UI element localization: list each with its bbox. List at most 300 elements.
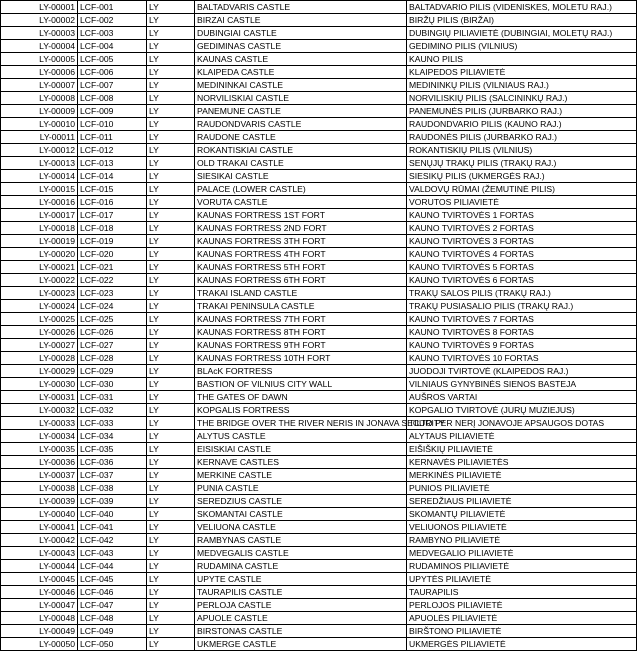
- table-row: [1, 482, 637, 495]
- country-cell[interactable]: LY: [147, 482, 195, 495]
- code-cell[interactable]: LCF-023: [78, 287, 147, 300]
- lithuanian-name-cell[interactable]: TRAKŲ SALOS PILIS (TRAKŲ RAJ.): [407, 287, 637, 300]
- table-row: [1, 261, 637, 274]
- record-id-cell[interactable]: LY-00033: [1, 417, 78, 430]
- english-name-cell[interactable]: PALACE (LOWER CASTLE): [195, 183, 407, 196]
- english-name-cell[interactable]: TAURAPILIS CASTLE: [195, 586, 407, 599]
- country-cell[interactable]: LY: [147, 586, 195, 599]
- country-cell[interactable]: LY: [147, 547, 195, 560]
- country-cell[interactable]: LY: [147, 599, 195, 612]
- code-cell[interactable]: LCF-030: [78, 378, 147, 391]
- code-cell[interactable]: LCF-032: [78, 404, 147, 417]
- english-name-cell[interactable]: VORUTA CASTLE: [195, 196, 407, 209]
- country-cell[interactable]: LY: [147, 508, 195, 521]
- record-id-cell[interactable]: LY-00011: [1, 131, 78, 144]
- lithuanian-name-cell[interactable]: MEDININKŲ PILIS (VILNIAUS RAJ.): [407, 79, 637, 92]
- country-cell[interactable]: LY: [147, 430, 195, 443]
- table-row: [1, 534, 637, 547]
- english-name-cell[interactable]: MEDININKAI CASTLE: [195, 79, 407, 92]
- code-cell[interactable]: LCF-042: [78, 534, 147, 547]
- code-cell[interactable]: LCF-046: [78, 586, 147, 599]
- lithuanian-name-cell[interactable]: SEREDŽIAUS PILIAVIETĖ: [407, 495, 637, 508]
- table-row: [1, 287, 637, 300]
- table-row: [1, 183, 637, 196]
- record-id-cell[interactable]: LY-00027: [1, 339, 78, 352]
- code-cell[interactable]: LCF-009: [78, 105, 147, 118]
- record-id-cell[interactable]: LY-00006: [1, 66, 78, 79]
- country-cell[interactable]: LY: [147, 40, 195, 53]
- english-name-cell[interactable]: PANEMUNE CASTLE: [195, 105, 407, 118]
- country-cell[interactable]: LY: [147, 157, 195, 170]
- lithuanian-name-cell[interactable]: RAUDONDVARIO PILIS (KAUNO RAJ.): [407, 118, 637, 131]
- record-id-cell[interactable]: LY-00001: [1, 1, 78, 14]
- code-cell[interactable]: LCF-036: [78, 456, 147, 469]
- record-id-cell[interactable]: LY-00017: [1, 209, 78, 222]
- english-name-cell[interactable]: KOPGALIS FORTRESS: [195, 404, 407, 417]
- lithuanian-name-cell[interactable]: ROKANTISKIŲ PILIS (VILNIUS): [407, 144, 637, 157]
- table-row: [1, 612, 637, 625]
- table-row: [1, 209, 637, 222]
- lithuanian-name-cell[interactable]: UPYTĖS PILIAVIETĖ: [407, 573, 637, 586]
- lithuanian-name-cell[interactable]: KAUNO TVIRTOVĖS 9 FORTAS: [407, 339, 637, 352]
- code-cell[interactable]: LCF-028: [78, 352, 147, 365]
- lithuanian-name-cell[interactable]: TRAKŲ PUSIASALIO PILIS (TRAKŲ RAJ.): [407, 300, 637, 313]
- country-cell[interactable]: LY: [147, 14, 195, 27]
- table-row: [1, 222, 637, 235]
- english-name-cell[interactable]: SIESIKAI CASTLE: [195, 170, 407, 183]
- record-id-cell[interactable]: LY-00030: [1, 378, 78, 391]
- lithuanian-name-cell[interactable]: MERKINĖS PILIAVIETĖ: [407, 469, 637, 482]
- code-cell[interactable]: LCF-022: [78, 274, 147, 287]
- code-cell[interactable]: LCF-020: [78, 248, 147, 261]
- table-row: [1, 1, 637, 14]
- country-cell[interactable]: LY: [147, 612, 195, 625]
- lithuanian-name-cell[interactable]: RAUDONĖS PILIS (JURBARKO RAJ.): [407, 131, 637, 144]
- english-name-cell[interactable]: KLAIPEDA CASTLE: [195, 66, 407, 79]
- code-cell[interactable]: LCF-048: [78, 612, 147, 625]
- lithuanian-name-cell[interactable]: ALYTAUS PILIAVIETĖ: [407, 430, 637, 443]
- record-id-cell[interactable]: LY-00002: [1, 14, 78, 27]
- lithuanian-name-cell[interactable]: GEDIMINO PILIS (VILNIUS): [407, 40, 637, 53]
- record-id-cell[interactable]: LY-00009: [1, 105, 78, 118]
- english-name-cell[interactable]: SEREDZIUS CASTLE: [195, 495, 407, 508]
- code-cell[interactable]: LCF-043: [78, 547, 147, 560]
- table-row: [1, 274, 637, 287]
- english-name-cell[interactable]: UPYTE CASTLE: [195, 573, 407, 586]
- country-cell[interactable]: LY: [147, 352, 195, 365]
- lithuanian-name-cell[interactable]: KAUNO TVIRTOVĖS 5 FORTAS: [407, 261, 637, 274]
- code-cell[interactable]: LCF-012: [78, 144, 147, 157]
- table-row: [1, 144, 637, 157]
- lithuanian-name-cell[interactable]: KAUNO PILIS: [407, 53, 637, 66]
- code-cell[interactable]: LCF-001: [78, 1, 147, 14]
- record-id-cell[interactable]: LY-00013: [1, 157, 78, 170]
- code-cell[interactable]: LCF-011: [78, 131, 147, 144]
- code-cell[interactable]: LCF-038: [78, 482, 147, 495]
- table-row: [1, 599, 637, 612]
- country-cell[interactable]: LY: [147, 417, 195, 430]
- record-id-cell[interactable]: LY-00041: [1, 521, 78, 534]
- country-cell[interactable]: LY: [147, 326, 195, 339]
- country-cell[interactable]: LY: [147, 313, 195, 326]
- english-name-cell[interactable]: UKMERGE CASTLE: [195, 638, 407, 651]
- lithuanian-name-cell[interactable]: KOPGALIO TVIRTOVĖ (JURŲ MUZIEJUS): [407, 404, 637, 417]
- record-id-cell[interactable]: LY-00016: [1, 196, 78, 209]
- code-cell[interactable]: LCF-029: [78, 365, 147, 378]
- english-name-cell[interactable]: KAUNAS FORTRESS 9TH FORT: [195, 339, 407, 352]
- english-name-cell[interactable]: RUDAMINA CASTLE: [195, 560, 407, 573]
- record-id-cell[interactable]: LY-00012: [1, 144, 78, 157]
- english-name-cell[interactable]: RAMBYNAS CASTLE: [195, 534, 407, 547]
- lithuanian-name-cell[interactable]: KAUNO TVIRTOVĖS 6 FORTAS: [407, 274, 637, 287]
- record-id-cell[interactable]: LY-00038: [1, 482, 78, 495]
- lithuanian-name-cell[interactable]: KAUNO TVIRTOVĖS 3 FORTAS: [407, 235, 637, 248]
- table-row: [1, 586, 637, 599]
- record-id-cell[interactable]: LY-00037: [1, 469, 78, 482]
- table-row: [1, 105, 637, 118]
- lithuanian-name-cell[interactable]: KAUNO TVIRTOVĖS 1 FORTAS: [407, 209, 637, 222]
- lithuanian-name-cell[interactable]: PERLOJOS PILIAVIETĖ: [407, 599, 637, 612]
- english-name-cell[interactable]: RAUDONDVARIS CASTLE: [195, 118, 407, 131]
- record-id-cell[interactable]: LY-00014: [1, 170, 78, 183]
- table-row: [1, 79, 637, 92]
- country-cell[interactable]: LY: [147, 53, 195, 66]
- country-cell[interactable]: LY: [147, 404, 195, 417]
- record-id-cell[interactable]: LY-00039: [1, 495, 78, 508]
- code-cell[interactable]: LCF-015: [78, 183, 147, 196]
- record-id-cell[interactable]: LY-00026: [1, 326, 78, 339]
- english-name-cell[interactable]: THE GATES OF DAWN: [195, 391, 407, 404]
- record-id-cell[interactable]: LY-00025: [1, 313, 78, 326]
- code-cell[interactable]: LCF-002: [78, 14, 147, 27]
- table-row: [1, 560, 637, 573]
- country-cell[interactable]: LY: [147, 365, 195, 378]
- country-cell[interactable]: LY: [147, 183, 195, 196]
- table-row: [1, 456, 637, 469]
- lithuanian-name-cell[interactable]: KERNAVĖS PILIAVIETĖS: [407, 456, 637, 469]
- record-id-cell[interactable]: LY-00047: [1, 599, 78, 612]
- lithuanian-name-cell[interactable]: MEDVEGALIO PILIAVIETĖ: [407, 547, 637, 560]
- spreadsheet-body: [1, 1, 637, 651]
- lithuanian-name-cell[interactable]: KLAIPEDOS PILIAVIETĖ: [407, 66, 637, 79]
- table-row: [1, 638, 637, 651]
- country-cell[interactable]: LY: [147, 287, 195, 300]
- table-row: [1, 92, 637, 105]
- lithuanian-name-cell[interactable]: VILNIAUS GYNYBINĖS SIENOS BASTEJA: [407, 378, 637, 391]
- table-row: [1, 196, 637, 209]
- lithuanian-name-cell[interactable]: KAUNO TVIRTOVĖS 2 FORTAS: [407, 222, 637, 235]
- record-id-cell[interactable]: LY-00018: [1, 222, 78, 235]
- record-id-cell[interactable]: LY-00034: [1, 430, 78, 443]
- record-id-cell[interactable]: LY-00031: [1, 391, 78, 404]
- code-cell[interactable]: LCF-025: [78, 313, 147, 326]
- lithuanian-name-cell[interactable]: SKOMANTŲ PILIAVIETĖ: [407, 508, 637, 521]
- code-cell[interactable]: LCF-024: [78, 300, 147, 313]
- english-name-cell[interactable]: KAUNAS FORTRESS 5TH FORT: [195, 261, 407, 274]
- lithuanian-name-cell[interactable]: VORUTOS PILIAVIETĖ: [407, 196, 637, 209]
- code-cell[interactable]: LCF-007: [78, 79, 147, 92]
- table-row: [1, 170, 637, 183]
- code-cell[interactable]: LCF-014: [78, 170, 147, 183]
- code-cell[interactable]: LCF-050: [78, 638, 147, 651]
- lithuanian-name-cell[interactable]: KAUNO TVIRTOVĖS 7 FORTAS: [407, 313, 637, 326]
- table-row: [1, 326, 637, 339]
- table-row: [1, 404, 637, 417]
- english-name-cell[interactable]: TRAKAI ISLAND CASTLE: [195, 287, 407, 300]
- country-cell[interactable]: LY: [147, 300, 195, 313]
- record-id-cell[interactable]: LY-00021: [1, 261, 78, 274]
- code-cell[interactable]: LCF-033: [78, 417, 147, 430]
- record-id-cell[interactable]: LY-00023: [1, 287, 78, 300]
- english-name-cell[interactable]: BLAcK FORTRESS: [195, 365, 407, 378]
- english-name-cell[interactable]: DUBINGIAI CASTLE: [195, 27, 407, 40]
- code-cell[interactable]: LCF-019: [78, 235, 147, 248]
- country-cell[interactable]: LY: [147, 560, 195, 573]
- english-name-cell[interactable]: BALTADVARIS CASTLE: [195, 1, 407, 14]
- lithuanian-name-cell[interactable]: SENŲJŲ TRAKŲ PILIS (TRAKŲ RAJ.): [407, 157, 637, 170]
- record-id-cell[interactable]: LY-00004: [1, 40, 78, 53]
- code-cell[interactable]: LCF-016: [78, 196, 147, 209]
- country-cell[interactable]: LY: [147, 521, 195, 534]
- record-id-cell[interactable]: LY-00046: [1, 586, 78, 599]
- english-name-cell[interactable]: KAUNAS FORTRESS 2ND FORT: [195, 222, 407, 235]
- country-cell[interactable]: LY: [147, 1, 195, 14]
- table-row: [1, 508, 637, 521]
- table-row: [1, 118, 637, 131]
- code-cell[interactable]: LCF-034: [78, 430, 147, 443]
- code-cell[interactable]: LCF-039: [78, 495, 147, 508]
- table-row: [1, 352, 637, 365]
- lithuanian-name-cell[interactable]: KAUNO TVIRTOVĖS 4 FORTAS: [407, 248, 637, 261]
- code-cell[interactable]: LCF-013: [78, 157, 147, 170]
- lithuanian-name-cell[interactable]: SIESIKŲ PILIS (UKMERGĖS RAJ.): [407, 170, 637, 183]
- table-row: [1, 573, 637, 586]
- table-row: [1, 469, 637, 482]
- code-cell[interactable]: LCF-017: [78, 209, 147, 222]
- table-row: [1, 430, 637, 443]
- table-row: [1, 40, 637, 53]
- english-name-cell[interactable]: TRAKAI PENINSULA CASTLE: [195, 300, 407, 313]
- table-row: [1, 53, 637, 66]
- lithuanian-name-cell[interactable]: RUDAMINOS PILIAVIETĖ: [407, 560, 637, 573]
- code-cell[interactable]: LCF-010: [78, 118, 147, 131]
- english-name-cell[interactable]: MEDVEGALIS CASTLE: [195, 547, 407, 560]
- country-cell[interactable]: LY: [147, 235, 195, 248]
- table-row: [1, 521, 637, 534]
- country-cell[interactable]: LY: [147, 222, 195, 235]
- lithuanian-name-cell[interactable]: VELIUONOS PILIAVIETĖ: [407, 521, 637, 534]
- lithuanian-name-cell[interactable]: BALTADVARIO PILIS (VIDENISKES, MOLETU RAJ.): [407, 1, 637, 14]
- record-id-cell[interactable]: LY-00048: [1, 612, 78, 625]
- english-name-cell[interactable]: OLD TRAKAI CASTLE: [195, 157, 407, 170]
- code-cell[interactable]: LCF-041: [78, 521, 147, 534]
- english-name-cell[interactable]: KAUNAS FORTRESS 4TH FORT: [195, 248, 407, 261]
- country-cell[interactable]: LY: [147, 573, 195, 586]
- english-name-cell[interactable]: KAUNAS FORTRESS 1ST FORT: [195, 209, 407, 222]
- english-name-cell[interactable]: ALYTUS CASTLE: [195, 430, 407, 443]
- table-row: [1, 547, 637, 560]
- code-cell[interactable]: LCF-049: [78, 625, 147, 638]
- table-row: [1, 27, 637, 40]
- record-id-cell[interactable]: LY-00007: [1, 79, 78, 92]
- english-name-cell[interactable]: PERLOJA CASTLE: [195, 599, 407, 612]
- country-cell[interactable]: LY: [147, 274, 195, 287]
- lithuanian-name-cell[interactable]: EIŠIŠKIŲ PILIAVIETĖ: [407, 443, 637, 456]
- country-cell[interactable]: LY: [147, 27, 195, 40]
- lithuanian-name-cell[interactable]: VALDOVŲ RŪMAI (ŽEMUTINĖ PILIS): [407, 183, 637, 196]
- lithuanian-name-cell[interactable]: BIRŠTONO PILIAVIETĖ: [407, 625, 637, 638]
- record-id-cell[interactable]: LY-00022: [1, 274, 78, 287]
- country-cell[interactable]: LY: [147, 196, 195, 209]
- lithuanian-name-cell[interactable]: BIRŽŲ PILIS (BIRŽAI): [407, 14, 637, 27]
- table-row: [1, 235, 637, 248]
- record-id-cell[interactable]: LY-00042: [1, 534, 78, 547]
- record-id-cell[interactable]: LY-00029: [1, 365, 78, 378]
- country-cell[interactable]: LY: [147, 209, 195, 222]
- english-name-cell[interactable]: KAUNAS FORTRESS 3TH FORT: [195, 235, 407, 248]
- english-name-cell[interactable]: APUOLE CASTLE: [195, 612, 407, 625]
- english-name-cell[interactable]: RAUDONE CASTLE: [195, 131, 407, 144]
- country-cell[interactable]: LY: [147, 495, 195, 508]
- country-cell[interactable]: LY: [147, 118, 195, 131]
- lithuanian-name-cell[interactable]: KAUNO TVIRTOVĖS 10 FORTAS: [407, 352, 637, 365]
- record-id-cell[interactable]: LY-00005: [1, 53, 78, 66]
- table-row: [1, 14, 637, 27]
- code-cell[interactable]: LCF-035: [78, 443, 147, 456]
- code-cell[interactable]: LCF-004: [78, 40, 147, 53]
- country-cell[interactable]: LY: [147, 131, 195, 144]
- english-name-cell[interactable]: BIRSTONAS CASTLE: [195, 625, 407, 638]
- english-name-cell[interactable]: MERKINE CASTLE: [195, 469, 407, 482]
- record-id-cell[interactable]: LY-00040: [1, 508, 78, 521]
- country-cell[interactable]: LY: [147, 261, 195, 274]
- english-name-cell[interactable]: KERNAVE CASTLES: [195, 456, 407, 469]
- country-cell[interactable]: LY: [147, 105, 195, 118]
- english-name-cell[interactable]: KAUNAS FORTRESS 10TH FORT: [195, 352, 407, 365]
- table-row: [1, 339, 637, 352]
- english-name-cell[interactable]: KAUNAS CASTLE: [195, 53, 407, 66]
- record-id-cell[interactable]: LY-00050: [1, 638, 78, 651]
- english-name-cell[interactable]: BASTION OF VILNIUS CITY WALL: [195, 378, 407, 391]
- english-name-cell[interactable]: BIRZAI CASTLE: [195, 14, 407, 27]
- lithuanian-name-cell[interactable]: TAURAPILIS: [407, 586, 637, 599]
- english-name-cell[interactable]: KAUNAS FORTRESS 6TH FORT: [195, 274, 407, 287]
- code-cell[interactable]: LCF-037: [78, 469, 147, 482]
- record-id-cell[interactable]: LY-00010: [1, 118, 78, 131]
- code-cell[interactable]: LCF-027: [78, 339, 147, 352]
- country-cell[interactable]: LY: [147, 443, 195, 456]
- record-id-cell[interactable]: LY-00003: [1, 27, 78, 40]
- english-name-cell[interactable]: PUNIA CASTLE: [195, 482, 407, 495]
- record-id-cell[interactable]: LY-00024: [1, 300, 78, 313]
- code-cell[interactable]: LCF-031: [78, 391, 147, 404]
- table-row: [1, 131, 637, 144]
- english-name-cell[interactable]: KAUNAS FORTRESS 8TH FORT: [195, 326, 407, 339]
- record-id-cell[interactable]: LY-00036: [1, 456, 78, 469]
- english-name-cell[interactable]: GEDIMINAS CASTLE: [195, 40, 407, 53]
- country-cell[interactable]: LY: [147, 339, 195, 352]
- table-row: [1, 625, 637, 638]
- country-cell[interactable]: LY: [147, 378, 195, 391]
- country-cell[interactable]: LY: [147, 638, 195, 651]
- country-cell[interactable]: LY: [147, 144, 195, 157]
- record-id-cell[interactable]: LY-00028: [1, 352, 78, 365]
- code-cell[interactable]: LCF-005: [78, 53, 147, 66]
- lithuanian-name-cell[interactable]: PUNIOS PILIAVIETĖ: [407, 482, 637, 495]
- english-name-cell[interactable]: ROKANTISKIAI CASTLE: [195, 144, 407, 157]
- lithuanian-name-cell[interactable]: KAUNO TVIRTOVĖS 8 FORTAS: [407, 326, 637, 339]
- record-id-cell[interactable]: LY-00020: [1, 248, 78, 261]
- english-name-cell[interactable]: EISISKIAI CASTLE: [195, 443, 407, 456]
- lithuanian-name-cell[interactable]: JUODOJI TVIRTOVĖ (KLAIPEDOS RAJ.): [407, 365, 637, 378]
- code-cell[interactable]: LCF-045: [78, 573, 147, 586]
- code-cell[interactable]: LCF-008: [78, 92, 147, 105]
- english-name-cell[interactable]: NORVILISKIAI CASTLE: [195, 92, 407, 105]
- table-row: [1, 365, 637, 378]
- table-row: [1, 495, 637, 508]
- table-row: [1, 443, 637, 456]
- code-cell[interactable]: LCF-040: [78, 508, 147, 521]
- record-id-cell[interactable]: LY-00008: [1, 92, 78, 105]
- code-cell[interactable]: LCF-044: [78, 560, 147, 573]
- code-cell[interactable]: LCF-006: [78, 66, 147, 79]
- table-row: [1, 391, 637, 404]
- country-cell[interactable]: LY: [147, 534, 195, 547]
- table-row: [1, 378, 637, 391]
- country-cell[interactable]: LY: [147, 170, 195, 183]
- record-id-cell[interactable]: LY-00032: [1, 404, 78, 417]
- lithuanian-name-cell[interactable]: TILTO PER NERĮ JONAVOJE APSAUGOS DOTAS: [407, 417, 637, 430]
- country-cell[interactable]: LY: [147, 92, 195, 105]
- code-cell[interactable]: LCF-018: [78, 222, 147, 235]
- record-id-cell[interactable]: LY-00043: [1, 547, 78, 560]
- country-cell[interactable]: LY: [147, 248, 195, 261]
- lithuanian-name-cell[interactable]: UKMERGĖS PILIAVIETĖ: [407, 638, 637, 651]
- lithuanian-name-cell[interactable]: PANEMUNĖS PILIS (JURBARKO RAJ.): [407, 105, 637, 118]
- table-row: [1, 157, 637, 170]
- table-row: [1, 300, 637, 313]
- code-cell[interactable]: LCF-047: [78, 599, 147, 612]
- record-id-cell[interactable]: LY-00015: [1, 183, 78, 196]
- lithuanian-name-cell[interactable]: APUOLĖS PILIAVIETĖ: [407, 612, 637, 625]
- english-name-cell[interactable]: VELIUONA CASTLE: [195, 521, 407, 534]
- country-cell[interactable]: LY: [147, 469, 195, 482]
- lithuanian-name-cell[interactable]: RAMBYNO PILIAVIETĖ: [407, 534, 637, 547]
- country-cell[interactable]: LY: [147, 625, 195, 638]
- country-cell[interactable]: LY: [147, 456, 195, 469]
- code-cell[interactable]: LCF-026: [78, 326, 147, 339]
- record-id-cell[interactable]: LY-00045: [1, 573, 78, 586]
- lithuanian-name-cell[interactable]: DUBINGIŲ PILIAVIETĖ (DUBINGIAI, MOLETŲ RAJ.): [407, 27, 637, 40]
- country-cell[interactable]: LY: [147, 79, 195, 92]
- record-id-cell[interactable]: LY-00044: [1, 560, 78, 573]
- lithuanian-name-cell[interactable]: NORVILISKIŲ PILIS (SALCININKŲ RAJ.): [407, 92, 637, 105]
- table-row: [1, 417, 637, 430]
- country-cell[interactable]: LY: [147, 66, 195, 79]
- english-name-cell[interactable]: KAUNAS FORTRESS 7TH FORT: [195, 313, 407, 326]
- lithuanian-name-cell[interactable]: AUŠROS VARTAI: [407, 391, 637, 404]
- english-name-cell[interactable]: SKOMANTAI CASTLE: [195, 508, 407, 521]
- record-id-cell[interactable]: LY-00019: [1, 235, 78, 248]
- code-cell[interactable]: LCF-021: [78, 261, 147, 274]
- code-cell[interactable]: LCF-003: [78, 27, 147, 40]
- english-name-cell[interactable]: THE BRIDGE OVER THE RIVER NERIS IN JONAVA SECURITY: [195, 417, 407, 430]
- table-row: [1, 313, 637, 326]
- record-id-cell[interactable]: LY-00049: [1, 625, 78, 638]
- table-row: [1, 248, 637, 261]
- record-id-cell[interactable]: LY-00035: [1, 443, 78, 456]
- country-cell[interactable]: LY: [147, 391, 195, 404]
